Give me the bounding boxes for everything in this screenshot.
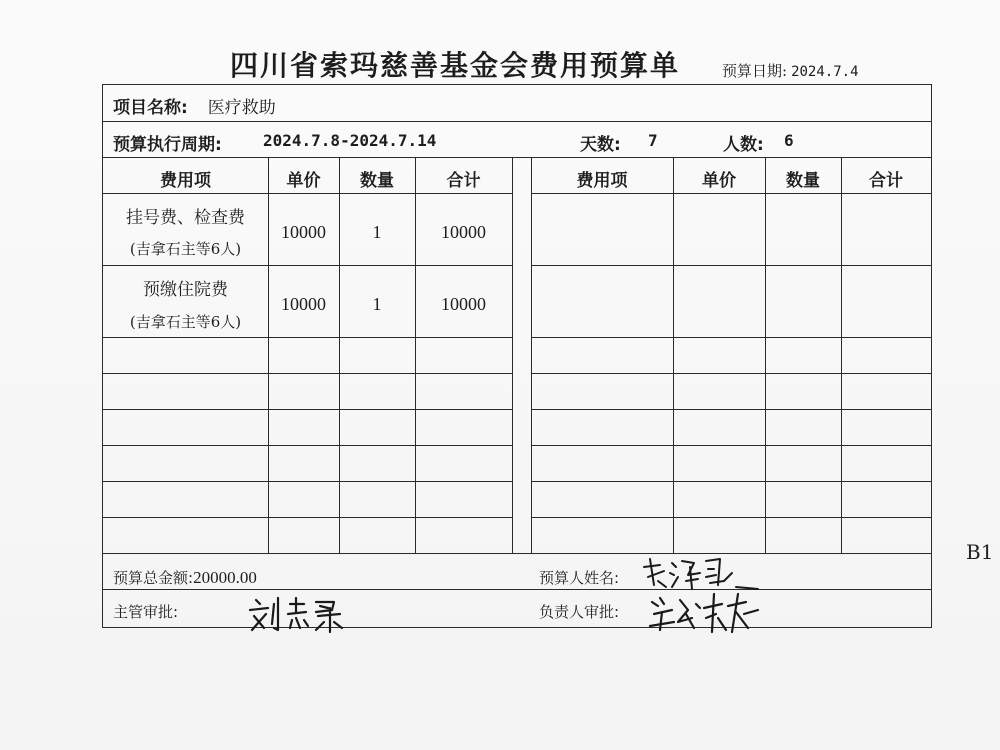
header-unit-price: 单价 — [286, 171, 321, 191]
responsible-label: 负责人审批: — [539, 603, 620, 621]
table-row-note: (吉拿石主等6人) — [129, 313, 242, 331]
table-row-note: (吉拿石主等6人) — [129, 240, 242, 258]
table-row-total: 10000 — [441, 222, 486, 242]
header-total: 合计 — [869, 171, 903, 191]
supervisor-signature — [246, 594, 356, 634]
people-value: 6 — [784, 131, 794, 150]
divider — [103, 589, 931, 590]
row-divider — [531, 337, 931, 338]
col-divider — [673, 157, 674, 553]
row-divider — [531, 517, 931, 518]
row-divider — [103, 409, 512, 410]
days-value: 7 — [648, 131, 658, 150]
responsible-signature — [648, 588, 763, 638]
budget-form — [102, 84, 932, 628]
period-label: 预算执行周期: — [113, 135, 222, 155]
header-item: 费用项 — [160, 171, 211, 191]
col-divider — [841, 157, 842, 553]
header-quantity: 数量 — [360, 171, 394, 191]
total-amount-label: 预算总金额: — [113, 569, 194, 587]
preparer-label: 预算人姓名: — [539, 569, 620, 587]
row-divider — [531, 481, 931, 482]
row-divider — [103, 373, 512, 374]
divider — [103, 553, 931, 554]
row-divider — [103, 265, 512, 266]
people-label: 人数: — [723, 135, 764, 155]
total-amount-value: 20000.00 — [193, 568, 257, 587]
total-amount — [113, 567, 257, 588]
project-name-label: 项目名称: — [113, 98, 188, 118]
header-item: 费用项 — [576, 171, 628, 191]
table-row-quantity: 1 — [372, 294, 382, 314]
col-divider — [268, 157, 269, 553]
project-name-value: 医疗救助 — [207, 98, 276, 118]
row-divider — [103, 337, 512, 338]
col-divider — [512, 157, 513, 553]
document-title: 四川省索玛慈善基金会费用预算单 — [230, 49, 681, 82]
period-value: 2024.7.8-2024.7.14 — [263, 131, 437, 150]
budget-date — [722, 60, 859, 81]
budget-date-label: 预算日期: — [722, 62, 788, 80]
divider — [103, 157, 931, 158]
table-row-item: 挂号费、检查费 — [126, 208, 245, 228]
row-divider — [531, 265, 931, 266]
header-total: 合计 — [446, 171, 481, 191]
divider — [103, 121, 931, 122]
row-divider — [103, 193, 512, 194]
days-label: 天数: — [580, 135, 621, 155]
row-divider — [531, 409, 931, 410]
table-row-unit-price: 10000 — [281, 294, 326, 314]
header-quantity: 数量 — [786, 171, 820, 191]
col-divider — [531, 157, 532, 553]
row-divider — [103, 481, 512, 482]
row-divider — [103, 445, 512, 446]
side-mark: B1 — [966, 540, 994, 564]
table-row-unit-price: 10000 — [281, 222, 326, 242]
row-divider — [531, 373, 931, 374]
table-row-quantity: 1 — [372, 222, 382, 242]
col-divider — [339, 157, 340, 553]
table-row-total: 10000 — [441, 294, 486, 314]
col-divider — [765, 157, 766, 553]
row-divider — [531, 445, 931, 446]
budget-date-value: 2024.7.4 — [791, 64, 859, 80]
supervisor-label: 主管审批: — [113, 603, 179, 621]
row-divider — [531, 193, 931, 194]
project-name-row — [113, 93, 276, 118]
header-unit-price: 单价 — [702, 171, 736, 191]
table-row-item: 预缴住院费 — [143, 280, 228, 300]
row-divider — [103, 517, 512, 518]
col-divider — [415, 157, 416, 553]
